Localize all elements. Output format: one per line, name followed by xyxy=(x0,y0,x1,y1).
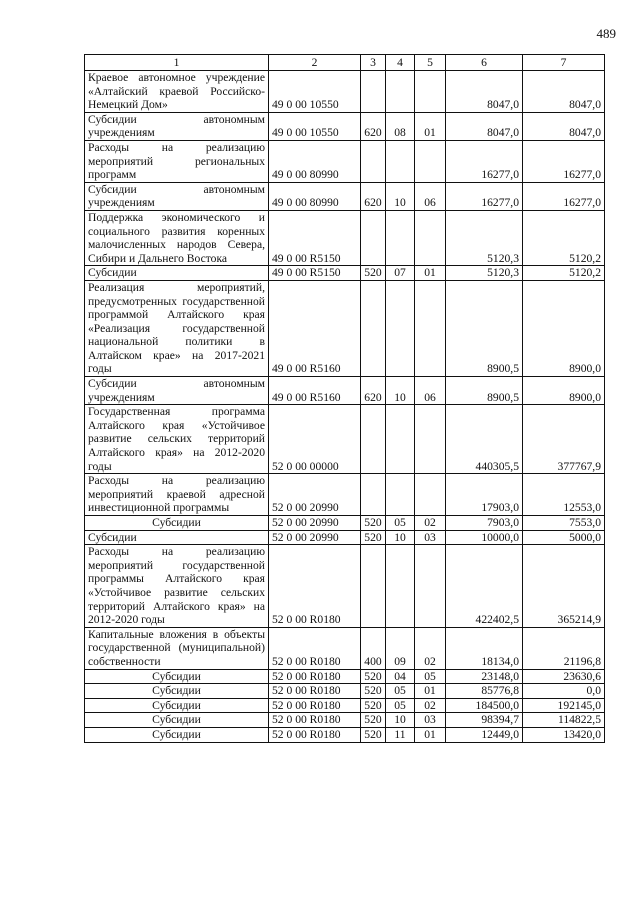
row-name: Субсидии автономным учреждениям xyxy=(85,377,269,405)
page-number: 489 xyxy=(596,26,616,41)
row-amount-1: 8047,0 xyxy=(446,112,523,140)
row-subsection xyxy=(415,545,446,628)
table-row xyxy=(85,530,605,545)
table-row xyxy=(85,545,605,628)
budget-table xyxy=(84,54,605,743)
row-name: Поддержка экономического и социального развития коренных малочисленных народов Севера, Сибири и Дальнего Востока xyxy=(85,210,269,265)
row-amount-1: 98394,7 xyxy=(446,713,523,728)
row-amount-2: 114822,5 xyxy=(523,713,605,728)
row-amount-2: 0,0 xyxy=(523,684,605,699)
row-code: 52 0 00 R0180 xyxy=(269,627,361,669)
row-subsection xyxy=(415,405,446,474)
table-row xyxy=(85,669,605,684)
row-subsection: 01 xyxy=(415,684,446,699)
row-amount-1: 8900,5 xyxy=(446,280,523,376)
row-expense-type: 620 xyxy=(361,112,386,140)
row-expense-type: 520 xyxy=(361,516,386,531)
row-amount-1: 7903,0 xyxy=(446,516,523,531)
row-subsection: 02 xyxy=(415,516,446,531)
row-amount-1: 8047,0 xyxy=(446,71,523,113)
row-amount-2: 13420,0 xyxy=(523,727,605,742)
row-subsection: 01 xyxy=(415,112,446,140)
row-amount-1: 17903,0 xyxy=(446,474,523,516)
row-expense-type: 520 xyxy=(361,669,386,684)
row-subsection: 05 xyxy=(415,669,446,684)
row-amount-1: 440305,5 xyxy=(446,405,523,474)
row-name: Расходы на реализацию мероприятий краевой адресной инвестиционной программы xyxy=(85,474,269,516)
row-subsection: 01 xyxy=(415,266,446,281)
row-name: Субсидии xyxy=(85,266,269,281)
row-amount-2: 192145,0 xyxy=(523,698,605,713)
row-section xyxy=(386,545,415,628)
table-row xyxy=(85,405,605,474)
row-name: Капитальные вложения в объекты государственной (муниципальной) собственности xyxy=(85,627,269,669)
row-code: 52 0 00 R0180 xyxy=(269,684,361,699)
table-row xyxy=(85,377,605,405)
row-code: 52 0 00 R0180 xyxy=(269,698,361,713)
row-subsection xyxy=(415,210,446,265)
row-subsection xyxy=(415,71,446,113)
row-expense-type xyxy=(361,545,386,628)
row-section: 08 xyxy=(386,112,415,140)
row-amount-2: 23630,6 xyxy=(523,669,605,684)
row-section: 10 xyxy=(386,713,415,728)
row-name: Субсидии xyxy=(85,669,269,684)
row-code: 49 0 00 R5150 xyxy=(269,266,361,281)
row-expense-type xyxy=(361,474,386,516)
row-expense-type: 620 xyxy=(361,377,386,405)
row-amount-2: 21196,8 xyxy=(523,627,605,669)
row-amount-2: 16277,0 xyxy=(523,140,605,182)
header-col-1: 1 xyxy=(85,55,269,71)
row-expense-type xyxy=(361,140,386,182)
row-name: Субсидии xyxy=(85,698,269,713)
row-amount-2: 5120,2 xyxy=(523,266,605,281)
row-subsection: 03 xyxy=(415,713,446,728)
row-name: Субсидии xyxy=(85,684,269,699)
table-body xyxy=(85,71,605,743)
table-row xyxy=(85,627,605,669)
row-amount-2: 8047,0 xyxy=(523,112,605,140)
row-subsection: 01 xyxy=(415,727,446,742)
row-name: Субсидии xyxy=(85,516,269,531)
row-section: 10 xyxy=(386,530,415,545)
row-code: 49 0 00 10550 xyxy=(269,112,361,140)
row-code: 52 0 00 R0180 xyxy=(269,669,361,684)
row-expense-type: 520 xyxy=(361,530,386,545)
row-expense-type: 520 xyxy=(361,266,386,281)
row-subsection xyxy=(415,280,446,376)
row-name: Государственная программа Алтайского края «Устойчивое развитие сельских территорий Алтайского края» на 2012-2020 годы xyxy=(85,405,269,474)
row-amount-2: 8047,0 xyxy=(523,71,605,113)
row-code: 49 0 00 R5150 xyxy=(269,210,361,265)
row-amount-1: 16277,0 xyxy=(446,182,523,210)
row-subsection: 03 xyxy=(415,530,446,545)
row-amount-2: 365214,9 xyxy=(523,545,605,628)
row-name: Субсидии xyxy=(85,713,269,728)
row-code: 49 0 00 80990 xyxy=(269,182,361,210)
row-section: 11 xyxy=(386,727,415,742)
row-name: Субсидии xyxy=(85,727,269,742)
header-col-3: 3 xyxy=(361,55,386,71)
row-code: 52 0 00 R0180 xyxy=(269,545,361,628)
row-expense-type: 400 xyxy=(361,627,386,669)
row-section: 07 xyxy=(386,266,415,281)
row-amount-2: 5000,0 xyxy=(523,530,605,545)
row-amount-1: 5120,3 xyxy=(446,266,523,281)
table-row xyxy=(85,280,605,376)
row-amount-1: 12449,0 xyxy=(446,727,523,742)
table-row xyxy=(85,474,605,516)
row-amount-2: 12553,0 xyxy=(523,474,605,516)
row-code: 49 0 00 80990 xyxy=(269,140,361,182)
row-code: 52 0 00 R0180 xyxy=(269,727,361,742)
table-row xyxy=(85,516,605,531)
table-row xyxy=(85,266,605,281)
table-header xyxy=(85,55,605,71)
header-col-2: 2 xyxy=(269,55,361,71)
row-amount-1: 5120,3 xyxy=(446,210,523,265)
row-expense-type: 520 xyxy=(361,684,386,699)
row-section xyxy=(386,140,415,182)
table-row xyxy=(85,140,605,182)
row-name: Субсидии автономным учреждениям xyxy=(85,182,269,210)
row-name: Расходы на реализацию мероприятий региональных программ xyxy=(85,140,269,182)
row-amount-1: 18134,0 xyxy=(446,627,523,669)
table-row xyxy=(85,182,605,210)
row-subsection: 06 xyxy=(415,182,446,210)
row-section: 09 xyxy=(386,627,415,669)
row-subsection: 02 xyxy=(415,698,446,713)
row-expense-type: 520 xyxy=(361,713,386,728)
header-col-7: 7 xyxy=(523,55,605,71)
row-section: 05 xyxy=(386,684,415,699)
row-expense-type xyxy=(361,280,386,376)
row-code: 49 0 00 10550 xyxy=(269,71,361,113)
row-amount-2: 7553,0 xyxy=(523,516,605,531)
row-amount-2: 5120,2 xyxy=(523,210,605,265)
row-amount-1: 10000,0 xyxy=(446,530,523,545)
row-expense-type xyxy=(361,210,386,265)
row-amount-1: 184500,0 xyxy=(446,698,523,713)
row-section xyxy=(386,474,415,516)
row-code: 49 0 00 R5160 xyxy=(269,280,361,376)
row-expense-type: 520 xyxy=(361,727,386,742)
header-col-5: 5 xyxy=(415,55,446,71)
row-name: Расходы на реализацию мероприятий государственной программы Алтайского края «Устойчивое развитие сельских территорий Алтайского края» на 2012-2020 годы xyxy=(85,545,269,628)
row-section xyxy=(386,280,415,376)
row-code: 52 0 00 R0180 xyxy=(269,713,361,728)
row-amount-1: 422402,5 xyxy=(446,545,523,628)
row-expense-type: 620 xyxy=(361,182,386,210)
row-section: 04 xyxy=(386,669,415,684)
row-amount-1: 16277,0 xyxy=(446,140,523,182)
header-row xyxy=(85,55,605,71)
row-section: 10 xyxy=(386,182,415,210)
row-code: 49 0 00 R5160 xyxy=(269,377,361,405)
row-subsection xyxy=(415,474,446,516)
row-section: 10 xyxy=(386,377,415,405)
row-amount-1: 8900,5 xyxy=(446,377,523,405)
row-name: Субсидии xyxy=(85,530,269,545)
row-section xyxy=(386,405,415,474)
table-row xyxy=(85,112,605,140)
row-section xyxy=(386,71,415,113)
table-row xyxy=(85,71,605,113)
row-section: 05 xyxy=(386,516,415,531)
row-amount-1: 85776,8 xyxy=(446,684,523,699)
table-row xyxy=(85,210,605,265)
row-subsection: 06 xyxy=(415,377,446,405)
row-name: Краевое автономное учреждение «Алтайский краевой Российско-Немецкий Дом» xyxy=(85,71,269,113)
row-code: 52 0 00 20990 xyxy=(269,474,361,516)
table-row xyxy=(85,698,605,713)
row-code: 52 0 00 00000 xyxy=(269,405,361,474)
row-subsection xyxy=(415,140,446,182)
row-code: 52 0 00 20990 xyxy=(269,530,361,545)
row-subsection: 02 xyxy=(415,627,446,669)
row-section xyxy=(386,210,415,265)
row-name: Реализация мероприятий, предусмотренных государственной программой Алтайского края «Реализация государственной национальной политики в Алтайском крае» на 2017-2021 годы xyxy=(85,280,269,376)
row-amount-1: 23148,0 xyxy=(446,669,523,684)
row-expense-type xyxy=(361,71,386,113)
table-row xyxy=(85,684,605,699)
row-expense-type xyxy=(361,405,386,474)
row-code: 52 0 00 20990 xyxy=(269,516,361,531)
row-amount-2: 8900,0 xyxy=(523,280,605,376)
row-amount-2: 16277,0 xyxy=(523,182,605,210)
header-col-4: 4 xyxy=(386,55,415,71)
row-section: 05 xyxy=(386,698,415,713)
row-expense-type: 520 xyxy=(361,698,386,713)
row-amount-2: 377767,9 xyxy=(523,405,605,474)
header-col-6: 6 xyxy=(446,55,523,71)
table-row xyxy=(85,713,605,728)
row-amount-2: 8900,0 xyxy=(523,377,605,405)
row-name: Субсидии автономным учреждениям xyxy=(85,112,269,140)
table-row xyxy=(85,727,605,742)
